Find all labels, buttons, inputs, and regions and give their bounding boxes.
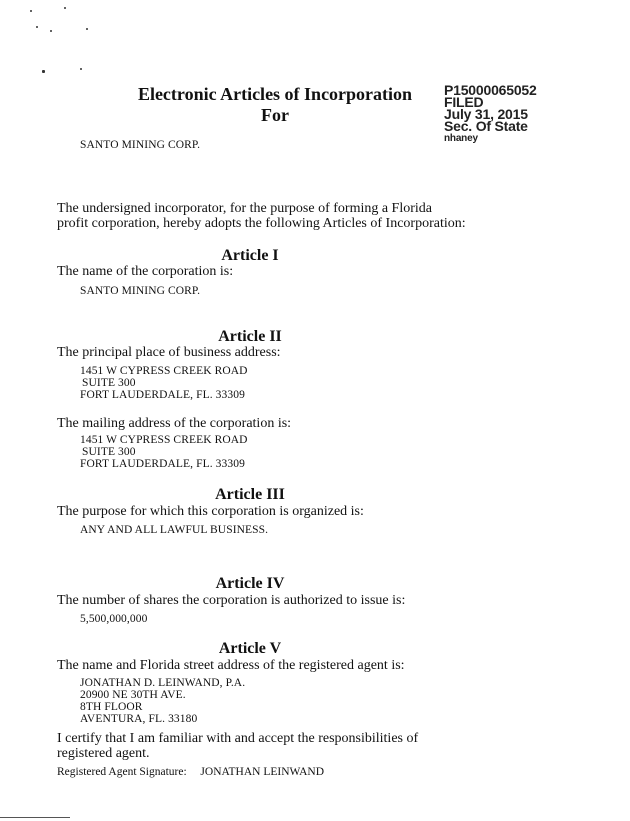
filed-status: FILED	[444, 94, 484, 110]
mailing-address-label: The mailing address of the corporation is:	[57, 416, 292, 431]
article-3-label: The purpose for which this corporation is organized is:	[57, 504, 364, 519]
title-line-1: Electronic Articles of Incorporation	[137, 84, 413, 104]
scan-edge-line	[0, 817, 70, 818]
article-5-label: The name and Florida street address of the registered agent is:	[57, 658, 405, 673]
scan-speck	[42, 70, 45, 73]
article-1-label: The name of the corporation is:	[57, 264, 234, 279]
article-3-heading: Article III	[215, 486, 285, 503]
address-line: FORT LAUDERDALE, FL. 33309	[80, 389, 245, 401]
scan-speck	[86, 28, 88, 30]
article-4-value: 5,500,000,000	[80, 613, 148, 625]
agent-line: AVENTURA, FL. 33180	[80, 713, 198, 725]
article-1-value: SANTO MINING CORP.	[80, 285, 201, 297]
scan-speck	[80, 68, 82, 70]
document-title	[120, 84, 430, 126]
mailing-address	[80, 434, 248, 470]
filed-date: July 31, 2015	[444, 106, 528, 122]
intro-line-1: The undersigned incorporator, for the purpose of forming a Florida	[57, 201, 432, 216]
principal-address	[80, 365, 248, 401]
certify-line-1: I certify that I am familiar with and accept the responsibilities of	[57, 731, 419, 746]
registered-agent-address	[80, 677, 245, 725]
agent-line: 8TH FLOOR	[80, 701, 143, 713]
article-1-heading: Article I	[221, 247, 279, 264]
signature-value: JONATHAN LEINWAND	[200, 766, 325, 778]
article-3-value: ANY AND ALL LAWFUL BUSINESS.	[80, 524, 269, 536]
filing-office: Sec. Of State	[444, 118, 528, 134]
address-line: SUITE 300	[82, 446, 136, 458]
document-number: P15000065052	[444, 82, 537, 98]
intro-paragraph	[57, 201, 466, 231]
article-2-heading: Article II	[218, 328, 282, 345]
certification-text	[57, 731, 418, 761]
scan-speck	[50, 30, 52, 32]
filing-stamp	[444, 84, 537, 145]
intro-line-2: profit corporation, hereby adopts the following Articles of Incorporation:	[57, 216, 466, 231]
article-4-heading: Article IV	[215, 575, 285, 592]
signature-label: Registered Agent Signature:	[57, 766, 187, 778]
scan-speck	[64, 7, 66, 9]
principal-address-label: The principal place of business address:	[57, 345, 281, 360]
agent-line: 20900 NE 30TH AVE.	[80, 689, 186, 701]
company-name: SANTO MINING CORP.	[80, 139, 201, 151]
scan-speck	[36, 26, 38, 28]
address-line: 1451 W CYPRESS CREEK ROAD	[80, 365, 248, 377]
filing-clerk: nhaney	[444, 133, 478, 144]
scan-speck	[30, 10, 32, 12]
title-line-2: For	[261, 105, 289, 125]
article-4-label: The number of shares the corporation is authorized to issue is:	[57, 593, 406, 608]
certify-line-2: registered agent.	[57, 746, 150, 761]
signature-row	[57, 766, 324, 778]
address-line: SUITE 300	[82, 377, 136, 389]
address-line: FORT LAUDERDALE, FL. 33309	[80, 458, 245, 470]
article-5-heading: Article V	[218, 640, 282, 657]
agent-line: JONATHAN D. LEINWAND, P.A.	[80, 677, 246, 689]
address-line: 1451 W CYPRESS CREEK ROAD	[80, 434, 248, 446]
